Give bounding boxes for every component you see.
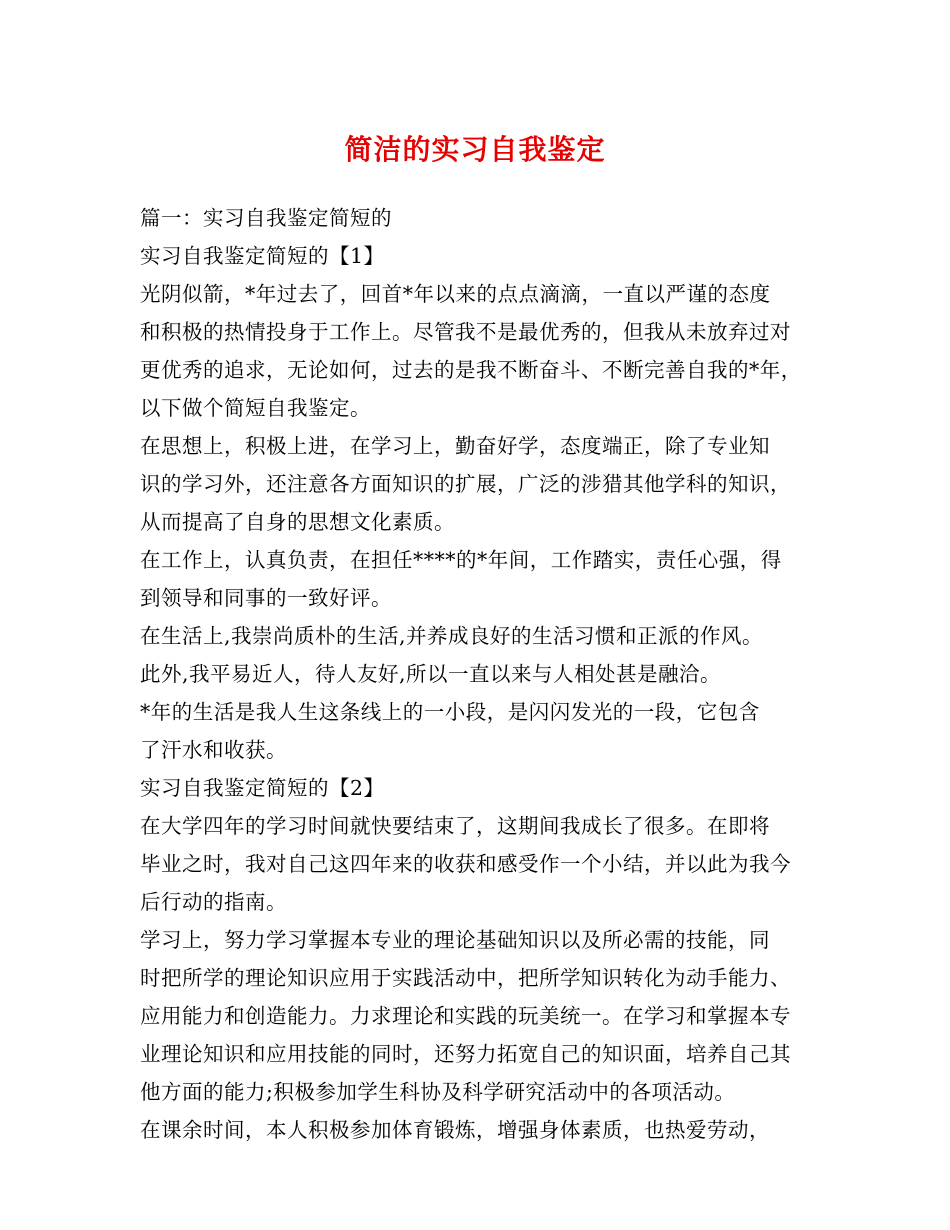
- text-line: 了汗水和收获。: [140, 738, 287, 762]
- document-body: [140, 199, 820, 1149]
- document-title: 简洁的实习自我鉴定: [344, 133, 606, 166]
- text-line: 识的学习外，还注意各方面知识的扩展，广泛的涉猎其他学科的知识，: [140, 472, 791, 496]
- text-line: 在课余时间，本人积极参加体育锻炼，增强身体素质，也热爱劳动，: [140, 1118, 770, 1142]
- text-line: 到领导和同事的一致好评。: [140, 586, 392, 610]
- text-line: 应用能力和创造能力。力求理论和实践的玩美统一。在学习和掌握本专: [140, 1004, 791, 1028]
- text-line: 在生活上,我崇尚质朴的生活,并养成良好的生活习惯和正派的作风。: [140, 624, 764, 648]
- text-line: 光阴似箭，*年过去了，回首*年以来的点点滴滴，一直以严谨的态度: [140, 282, 771, 306]
- text-line: 以下做个简短自我鉴定。: [140, 396, 371, 420]
- text-line: 实习自我鉴定简短的【2】: [140, 776, 385, 800]
- text-line: 后行动的指南。: [140, 890, 287, 914]
- text-line: 和积极的热情投身于工作上。尽管我不是最优秀的，但我从未放弃过对: [140, 320, 791, 344]
- text-line: 业理论知识和应用技能的同时，还努力拓宽自己的知识面，培养自己其: [140, 1042, 791, 1066]
- text-line: 此外,我平易近人，待人友好,所以一直以来与人相处甚是融洽。: [140, 662, 722, 686]
- text-line: 在大学四年的学习时间就快要结束了，这期间我成长了很多。在即将: [140, 814, 770, 838]
- text-line: 在工作上，认真负责，在担任****的*年间，工作踏实，责任心强，得: [140, 548, 782, 572]
- text-line: 学习上，努力学习掌握本专业的理论基础知识以及所必需的技能，同: [140, 928, 770, 952]
- text-line: *年的生活是我人生这条线上的一小段，是闪闪发光的一段，它包含: [140, 700, 760, 724]
- text-line: 从而提高了自身的思想文化素质。: [140, 510, 455, 534]
- text-line: 毕业之时，我对自己这四年来的收获和感受作一个小结，并以此为我今: [140, 852, 791, 876]
- text-line: 他方面的能力;积极参加学生科协及科学研究活动中的各项活动。: [140, 1080, 736, 1104]
- text-line: 篇一：实习自我鉴定简短的: [140, 206, 392, 230]
- text-line: 实习自我鉴定简短的【1】: [140, 244, 385, 268]
- text-line: 时把所学的理论知识应用于实践活动中，把所学知识转化为动手能力、: [140, 966, 791, 990]
- text-line: 在思想上，积极上进，在学习上，勤奋好学，态度端正，除了专业知: [140, 434, 770, 458]
- text-line: 更优秀的追求，无论如何，过去的是我不断奋斗、不断完善自我的*年，: [140, 358, 802, 382]
